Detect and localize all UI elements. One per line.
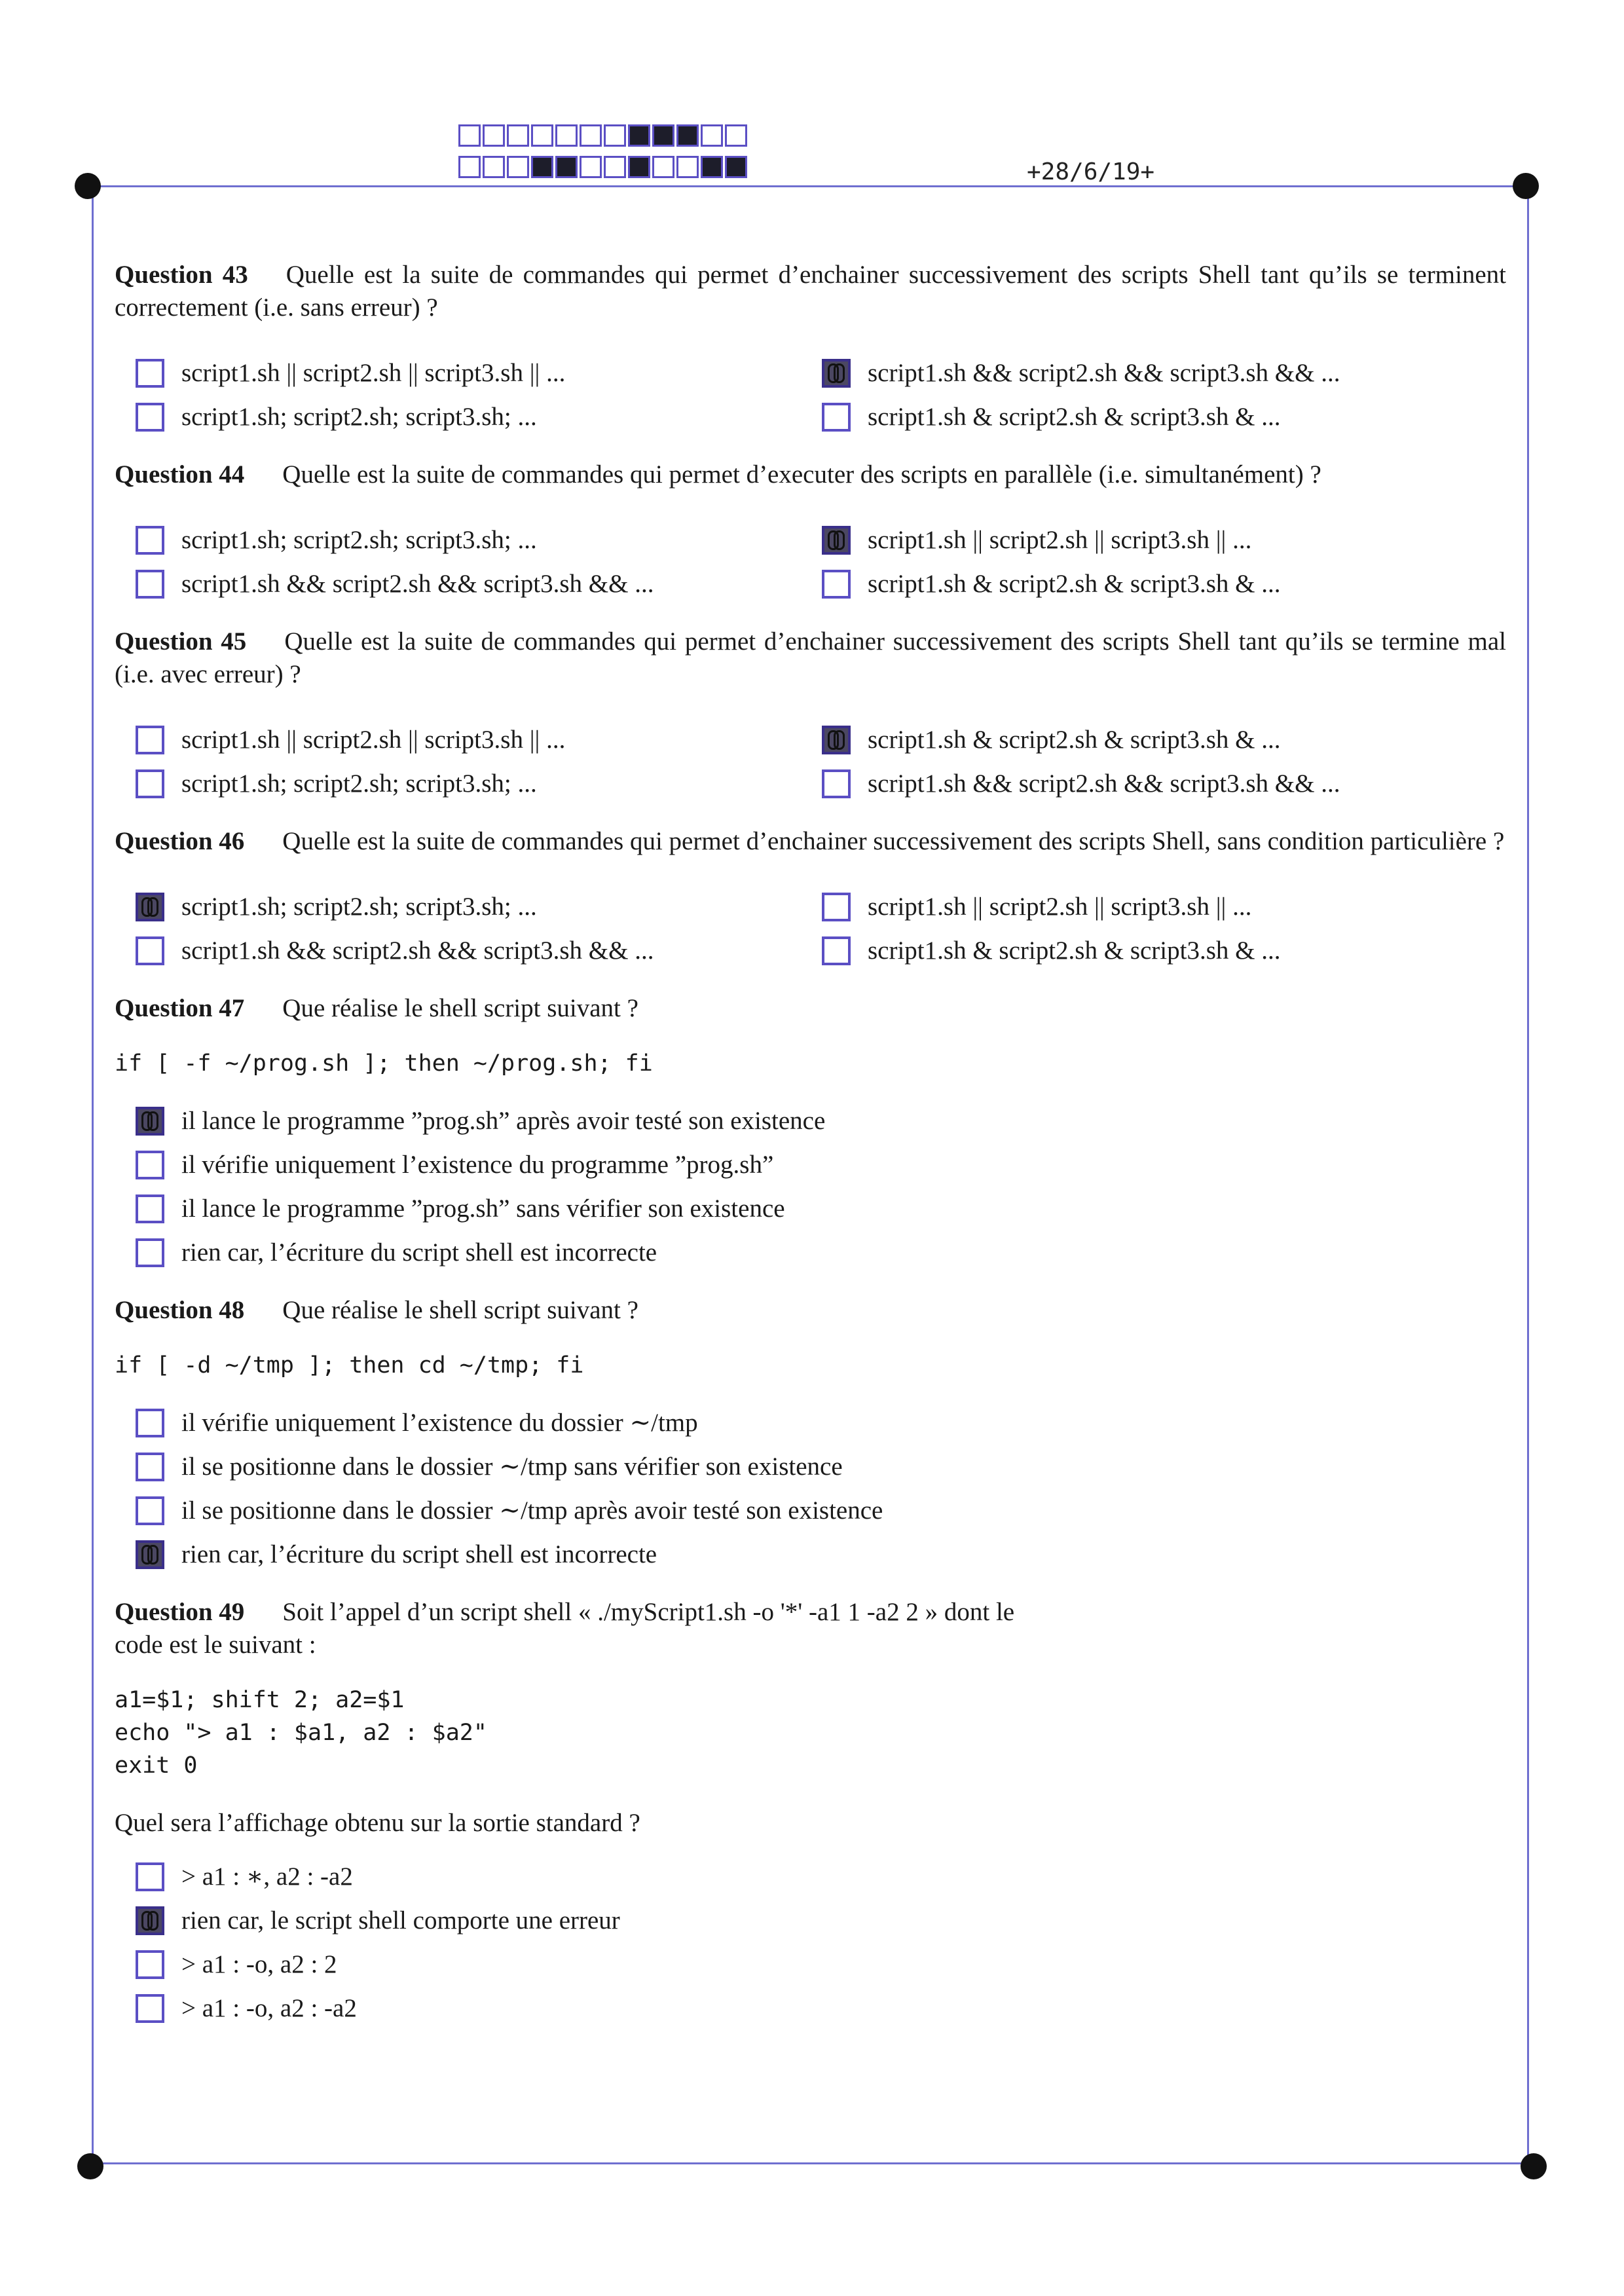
checkbox[interactable] [822, 570, 851, 599]
answer-option[interactable] [136, 1538, 1506, 1571]
code-snippet: if [ -d ~/tmp ]; then cd ~/tmp; fi [115, 1352, 584, 1379]
student-code-row-1 [458, 124, 749, 147]
answer-text: script1.sh || script2.sh || script3.sh || ... [868, 893, 1252, 921]
code-cell-empty [531, 124, 553, 147]
answer-list [136, 1861, 1506, 2025]
answer-option[interactable] [822, 891, 1506, 923]
checkbox[interactable] [822, 936, 851, 965]
question-text: Que réalise le shell script suivant ? [282, 1296, 638, 1324]
answer-text: script1.sh || script2.sh || script3.sh || ... [181, 359, 566, 387]
answer-option[interactable] [136, 1992, 1506, 2025]
answer-option[interactable] [136, 1861, 1506, 1893]
answer-option[interactable] [822, 524, 1506, 557]
answer-text: rien car, l’écriture du script shell est incorrecte [181, 1238, 657, 1267]
question-label: Question 49 [115, 1598, 245, 1626]
checkbox[interactable] [136, 1409, 164, 1437]
answer-option[interactable] [136, 1193, 1506, 1225]
code-cell-filled [701, 156, 723, 178]
answer-text: script1.sh; script2.sh; script3.sh; ... [181, 769, 537, 798]
answer-text: script1.sh & script2.sh & script3.sh & ... [868, 403, 1281, 431]
answer-option[interactable] [822, 568, 1506, 601]
checkbox-checked[interactable] [822, 526, 851, 555]
answer-text: il se positionne dans le dossier ∼/tmp sans vérifier son existence [181, 1453, 843, 1481]
answer-option[interactable] [822, 724, 1506, 756]
checkbox[interactable] [136, 936, 164, 965]
checkbox-checked[interactable] [822, 359, 851, 388]
checkbox[interactable] [136, 726, 164, 754]
frame-left-line [92, 185, 94, 2164]
checkbox[interactable] [136, 1496, 164, 1525]
answer-text: il vérifie uniquement l’existence du programme ”prog.sh” [181, 1151, 774, 1179]
answer-option[interactable] [115, 357, 822, 390]
answer-text: il lance le programme ”prog.sh” sans vérifier son existence [181, 1194, 785, 1223]
checkbox[interactable] [136, 769, 164, 798]
question-text: Quelle est la suite de commandes qui permet d’enchainer successivement des scripts Shell tant qu’ils se termine mal (i.e. avec erreur) ? [115, 627, 1506, 688]
answer-text: script1.sh; script2.sh; script3.sh; ... [181, 893, 537, 921]
checkbox-checked[interactable] [136, 1107, 164, 1136]
checkbox-checked[interactable] [136, 893, 164, 921]
answer-option[interactable] [822, 357, 1506, 390]
checkbox[interactable] [136, 1994, 164, 2023]
checkbox[interactable] [822, 403, 851, 432]
answer-text: script1.sh & script2.sh & script3.sh & ... [868, 570, 1281, 598]
student-code-row-2 [458, 156, 749, 178]
answer-option[interactable] [136, 1149, 1506, 1181]
answer-option[interactable] [115, 524, 822, 557]
question-48 [115, 1294, 1506, 1571]
answer-text: rien car, le script shell comporte une erreur [181, 1906, 620, 1935]
answer-option[interactable] [136, 1948, 1506, 1981]
question-label: Question 45 [115, 627, 247, 656]
question-45 [115, 625, 1506, 800]
question-47 [115, 992, 1506, 1269]
answer-text: il lance le programme ”prog.sh” après avoir testé son existence [181, 1107, 826, 1135]
checkbox[interactable] [136, 1194, 164, 1223]
question-label: Question 44 [115, 460, 245, 489]
answer-text: script1.sh || script2.sh || script3.sh || ... [868, 526, 1252, 554]
answer-text: > a1 : -o, a2 : -a2 [181, 1994, 357, 2022]
questions-area [115, 259, 1506, 2050]
checkbox[interactable] [822, 769, 851, 798]
question-text: Soit l’appel d’un script shell « ./myScript1.sh -o '*' -a1 1 -a2 2 » dont le code est le suivant : [115, 1598, 1015, 1659]
question-43 [115, 259, 1506, 434]
answer-option[interactable] [822, 935, 1506, 967]
code-cell-filled [628, 156, 650, 178]
answer-text: script1.sh && script2.sh && script3.sh && ... [868, 359, 1340, 387]
answer-text: rien car, l’écriture du script shell est incorrecte [181, 1540, 657, 1568]
answer-option[interactable] [136, 1407, 1506, 1439]
answer-option[interactable] [115, 935, 822, 967]
question-49 [115, 1596, 1506, 2025]
code-cell-empty [458, 124, 481, 147]
answer-option[interactable] [115, 724, 822, 756]
question-text: Quelle est la suite de commandes qui permet d’enchainer successivement des scripts Shell, sans condition particulière ? [282, 827, 1505, 855]
question-text: Que réalise le shell script suivant ? [282, 994, 638, 1022]
page-id: +28/6/19+ [1027, 158, 1155, 185]
code-cell-empty [483, 124, 505, 147]
answer-text: script1.sh; script2.sh; script3.sh; ... [181, 526, 537, 554]
answer-text: script1.sh & script2.sh & script3.sh & ... [868, 726, 1281, 754]
code-cell-filled [555, 156, 578, 178]
code-cell-empty [676, 156, 699, 178]
corner-mark-bottom-right [1521, 2153, 1547, 2179]
checkbox-checked[interactable] [136, 1540, 164, 1569]
code-cell-empty [458, 156, 481, 178]
checkbox-checked[interactable] [822, 726, 851, 754]
answer-option[interactable] [822, 401, 1506, 434]
code-cell-filled [676, 124, 699, 147]
code-cell-filled [652, 124, 674, 147]
code-cell-filled [531, 156, 553, 178]
question-followup: Quel sera l’affichage obtenu sur la sortie standard ? [115, 1809, 640, 1837]
frame-bottom-line [92, 2162, 1527, 2164]
answer-option[interactable] [115, 568, 822, 601]
code-cell-empty [507, 156, 529, 178]
answer-text: > a1 : -o, a2 : 2 [181, 1950, 337, 1978]
answer-option[interactable] [115, 768, 822, 800]
answer-option[interactable] [136, 1451, 1506, 1483]
question-label: Question 46 [115, 827, 245, 855]
question-46 [115, 825, 1506, 967]
code-cell-filled [725, 156, 747, 178]
checkbox-checked[interactable] [136, 1906, 164, 1935]
checkbox[interactable] [136, 1453, 164, 1481]
answer-text: > a1 : ∗, a2 : -a2 [181, 1862, 353, 1891]
answer-option[interactable] [136, 1904, 1506, 1937]
answer-list [115, 891, 1506, 967]
answer-text: script1.sh && script2.sh && script3.sh && ... [181, 936, 654, 965]
answer-option[interactable] [136, 1105, 1506, 1138]
question-label: Question 43 [115, 261, 248, 289]
question-text: Quelle est la suite de commandes qui permet d’enchainer successivement des scripts Shell tant qu’ils se terminent correctement (i.e. sans erreur) ? [115, 261, 1506, 322]
frame-top-line [92, 185, 1527, 187]
answer-list [115, 524, 1506, 601]
code-cell-empty [580, 124, 602, 147]
checkbox[interactable] [136, 526, 164, 555]
checkbox[interactable] [822, 893, 851, 921]
code-cell-empty [555, 124, 578, 147]
frame-right-line [1527, 185, 1529, 2164]
code-cell-filled [628, 124, 650, 147]
answer-text: script1.sh && script2.sh && script3.sh && ... [181, 570, 654, 598]
code-cell-empty [507, 124, 529, 147]
answer-text: script1.sh || script2.sh || script3.sh || ... [181, 726, 566, 754]
answer-option[interactable] [115, 401, 822, 434]
answer-option[interactable] [822, 768, 1506, 800]
corner-mark-top-left [75, 173, 101, 199]
answer-option[interactable] [115, 891, 822, 923]
answer-text: script1.sh & script2.sh & script3.sh & ... [868, 936, 1281, 965]
checkbox[interactable] [136, 359, 164, 388]
code-cell-empty [483, 156, 505, 178]
code-cell-empty [604, 156, 626, 178]
corner-mark-top-right [1513, 173, 1539, 199]
answer-list [115, 724, 1506, 800]
code-cell-empty [604, 124, 626, 147]
answer-list [115, 357, 1506, 434]
question-text: Quelle est la suite de commandes qui permet d’executer des scripts en parallèle (i.e. simultanément) ? [282, 460, 1321, 489]
code-cell-empty [580, 156, 602, 178]
checkbox[interactable] [136, 1950, 164, 1979]
answer-option[interactable] [136, 1494, 1506, 1527]
question-44 [115, 458, 1506, 601]
answer-option[interactable] [136, 1236, 1506, 1269]
answer-text: script1.sh; script2.sh; script3.sh; ... [181, 403, 537, 431]
answer-text: script1.sh && script2.sh && script3.sh && ... [868, 769, 1340, 798]
code-snippet: if [ -f ~/prog.sh ]; then ~/prog.sh; fi [115, 1050, 653, 1077]
answer-text: il vérifie uniquement l’existence du dossier ∼/tmp [181, 1409, 698, 1437]
checkbox[interactable] [136, 1151, 164, 1179]
answer-list [136, 1105, 1506, 1269]
answer-list [136, 1407, 1506, 1571]
checkbox[interactable] [136, 403, 164, 432]
code-cell-empty [725, 124, 747, 147]
checkbox[interactable] [136, 570, 164, 599]
checkbox[interactable] [136, 1238, 164, 1267]
question-label: Question 47 [115, 994, 245, 1022]
code-cell-empty [652, 156, 674, 178]
question-label: Question 48 [115, 1296, 245, 1324]
checkbox[interactable] [136, 1862, 164, 1891]
code-snippet: a1=$1; shift 2; a2=$1 echo "> a1 : $a1, a2 : $a2" exit 0 [115, 1687, 487, 1779]
corner-mark-bottom-left [77, 2153, 103, 2179]
code-cell-empty [701, 124, 723, 147]
answer-text: il se positionne dans le dossier ∼/tmp après avoir testé son existence [181, 1496, 883, 1525]
